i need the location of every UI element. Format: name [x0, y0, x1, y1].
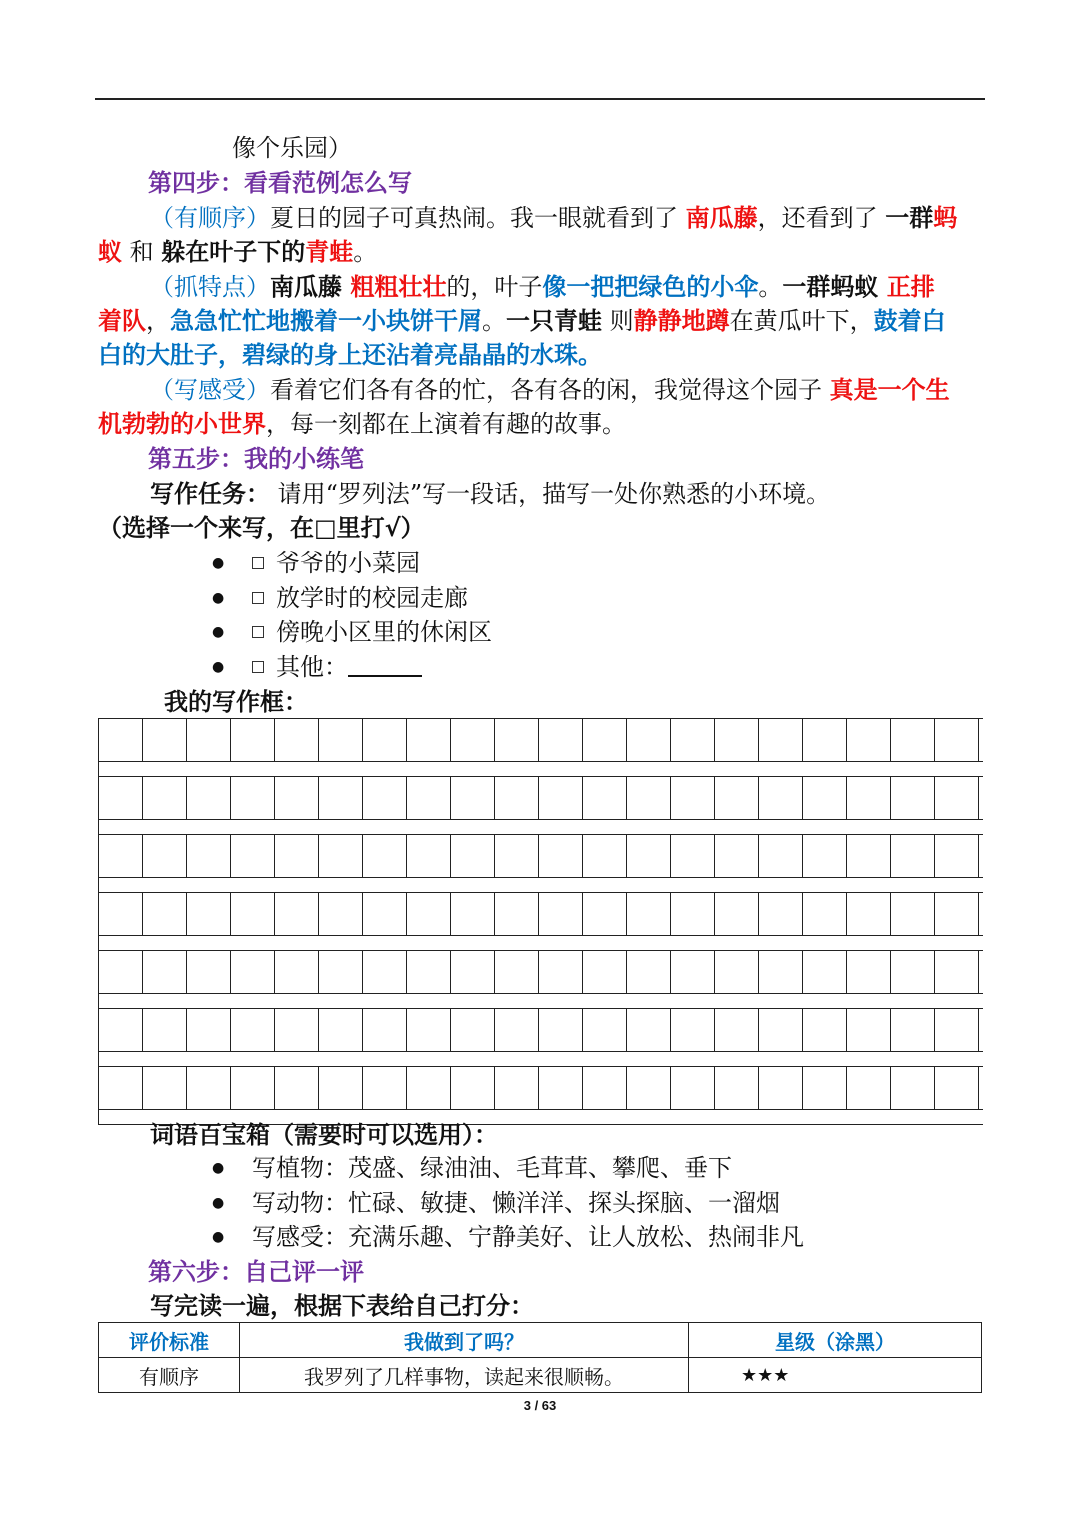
checkbox-icon[interactable]: [252, 557, 264, 569]
writing-frame-label: 我的写作框：: [164, 688, 308, 716]
checkbox-icon[interactable]: [252, 592, 264, 604]
grid-cell[interactable]: [891, 1009, 935, 1051]
bullet-icon: ●: [212, 1195, 225, 1211]
grid-cell[interactable]: [935, 951, 979, 993]
grid-cell[interactable]: [275, 1009, 319, 1051]
evaluation-table: [98, 1322, 982, 1393]
grid-cell[interactable]: [231, 835, 275, 877]
grid-cell[interactable]: [99, 951, 143, 993]
grid-cell[interactable]: [891, 951, 935, 993]
grid-cell[interactable]: [715, 777, 759, 819]
grid-cell[interactable]: [583, 1067, 627, 1109]
table-cell: 我罗列了几样事物，读起来很顺畅。: [240, 1358, 689, 1393]
grid-cell[interactable]: [319, 951, 363, 993]
grid-cell[interactable]: [451, 1009, 495, 1051]
grid-cell[interactable]: [143, 835, 187, 877]
grid-row: [99, 951, 983, 994]
grid-gap: [99, 1052, 983, 1067]
grid-cell[interactable]: [759, 1009, 803, 1051]
grid-cell[interactable]: [495, 893, 539, 935]
grid-cell[interactable]: [803, 719, 847, 761]
grid-cell[interactable]: [715, 1009, 759, 1051]
grid-cell[interactable]: [539, 719, 583, 761]
grid-cell[interactable]: [539, 1009, 583, 1051]
grid-cell[interactable]: [451, 719, 495, 761]
grid-cell[interactable]: [407, 777, 451, 819]
star-rating[interactable]: ★★★: [689, 1358, 982, 1393]
grid-cell[interactable]: [187, 893, 231, 935]
grid-cell[interactable]: [275, 951, 319, 993]
grid-cell[interactable]: [231, 1067, 275, 1109]
checkbox-icon[interactable]: [252, 661, 264, 673]
grid-cell[interactable]: [539, 951, 583, 993]
grid-cell[interactable]: [363, 1009, 407, 1051]
grid-cell[interactable]: [319, 893, 363, 935]
tag-order: （有顺序）: [150, 204, 270, 232]
grid-gap: [99, 936, 983, 951]
grid-cell[interactable]: [407, 1009, 451, 1051]
grid-cell[interactable]: [715, 951, 759, 993]
page-number: 3 / 63: [523, 1398, 557, 1413]
grid-cell[interactable]: [583, 893, 627, 935]
intro-line: 像个乐园）: [232, 134, 352, 162]
grid-cell[interactable]: [671, 1067, 715, 1109]
other-blank-field[interactable]: [348, 653, 422, 677]
grid-cell[interactable]: [539, 835, 583, 877]
example-paragraph-3: （写感受）看着它们各有各的忙，各有各的闲，我觉得这个园子 真是一个生: [150, 376, 950, 404]
grid-cell[interactable]: [671, 951, 715, 993]
word-item-plants: 写植物：茂盛、绿油油、毛茸茸、攀爬、垂下: [252, 1154, 732, 1182]
grid-cell[interactable]: [715, 893, 759, 935]
grid-cell[interactable]: [803, 835, 847, 877]
grid-row: [99, 719, 983, 762]
self-eval-instruction: 写完读一遍，根据下表给自己打分：: [150, 1292, 534, 1320]
grid-cell[interactable]: [759, 777, 803, 819]
tag-features: （抓特点）: [150, 273, 270, 301]
table-row: [99, 1358, 982, 1393]
grid-cell[interactable]: [627, 777, 671, 819]
grid-cell[interactable]: [363, 1067, 407, 1109]
grid-cell[interactable]: [715, 719, 759, 761]
grid-cell[interactable]: [627, 1067, 671, 1109]
grid-cell[interactable]: [275, 893, 319, 935]
grid-cell[interactable]: [803, 777, 847, 819]
grid-gap: [99, 762, 983, 777]
grid-cell[interactable]: [495, 951, 539, 993]
grid-cell[interactable]: [539, 1067, 583, 1109]
grid-cell[interactable]: [539, 777, 583, 819]
example-paragraph-2-cont: 着队，急急忙忙地搬着一小块饼干屑。一只青蛙 则静静地蹲在黄瓜叶下，鼓着白: [98, 307, 946, 335]
grid-cell[interactable]: [627, 893, 671, 935]
grid-cell[interactable]: [407, 719, 451, 761]
grid-cell[interactable]: [671, 719, 715, 761]
grid-row: [99, 1067, 983, 1110]
grid-cell[interactable]: [891, 719, 935, 761]
grid-cell[interactable]: [451, 777, 495, 819]
grid-cell[interactable]: [847, 893, 891, 935]
tag-feeling: （写感受）: [150, 376, 270, 404]
grid-cell[interactable]: [583, 777, 627, 819]
grid-cell[interactable]: [935, 1009, 979, 1051]
checkbox-icon[interactable]: [252, 626, 264, 638]
writing-grid[interactable]: [98, 718, 983, 1125]
grid-cell[interactable]: [143, 893, 187, 935]
grid-cell[interactable]: [363, 719, 407, 761]
grid-cell[interactable]: [495, 1009, 539, 1051]
grid-cell[interactable]: [583, 1009, 627, 1051]
option-3[interactable]: 傍晚小区里的休闲区: [0, 615, 1080, 649]
grid-cell[interactable]: [231, 893, 275, 935]
grid-cell[interactable]: [891, 1067, 935, 1109]
grid-cell[interactable]: [847, 719, 891, 761]
grid-cell[interactable]: [627, 951, 671, 993]
grid-cell[interactable]: [187, 719, 231, 761]
grid-cell[interactable]: [275, 835, 319, 877]
grid-cell[interactable]: [847, 835, 891, 877]
grid-cell[interactable]: [275, 719, 319, 761]
grid-cell[interactable]: [715, 1067, 759, 1109]
grid-cell[interactable]: [363, 777, 407, 819]
grid-cell[interactable]: [319, 835, 363, 877]
grid-cell[interactable]: [627, 835, 671, 877]
grid-cell[interactable]: [847, 1067, 891, 1109]
grid-cell[interactable]: [671, 893, 715, 935]
grid-cell[interactable]: [363, 893, 407, 935]
grid-row: [99, 1009, 983, 1052]
step6-title: 第六步：自己评一评: [148, 1258, 364, 1286]
grid-cell[interactable]: [935, 835, 979, 877]
grid-cell[interactable]: [99, 719, 143, 761]
grid-cell[interactable]: [187, 777, 231, 819]
choose-instruction: （选择一个来写，在□里打√）: [98, 514, 425, 542]
grid-cell[interactable]: [143, 1009, 187, 1051]
grid-cell[interactable]: [451, 893, 495, 935]
grid-cell[interactable]: [759, 951, 803, 993]
example-paragraph-2: （抓特点）南瓜藤 粗粗壮壮的，叶子像一把把绿色的小伞。一群蚂蚁 正排: [150, 273, 935, 301]
grid-cell[interactable]: [803, 951, 847, 993]
word-box-title: 词语百宝箱（需要时可以选用）：: [150, 1121, 498, 1149]
grid-cell[interactable]: [891, 835, 935, 877]
grid-cell[interactable]: [495, 835, 539, 877]
grid-cell[interactable]: [319, 1067, 363, 1109]
grid-cell[interactable]: [759, 719, 803, 761]
grid-cell[interactable]: [99, 1009, 143, 1051]
grid-cell[interactable]: [99, 893, 143, 935]
grid-cell[interactable]: [363, 835, 407, 877]
option-4[interactable]: 其他：: [0, 650, 1080, 684]
grid-row: [99, 835, 983, 878]
grid-cell[interactable]: [759, 835, 803, 877]
grid-row: [99, 893, 983, 936]
grid-gap: [99, 878, 983, 893]
grid-cell[interactable]: [495, 777, 539, 819]
grid-cell[interactable]: [187, 835, 231, 877]
highlight-frog: 青蛙: [305, 238, 354, 266]
word-item-animals: 写动物：忙碌、敏捷、懒洋洋、探头探脑、一溜烟: [252, 1189, 780, 1217]
grid-cell[interactable]: [319, 719, 363, 761]
grid-cell[interactable]: [99, 835, 143, 877]
grid-cell[interactable]: [891, 893, 935, 935]
grid-cell[interactable]: [495, 1067, 539, 1109]
table-cell: 有顺序: [99, 1358, 240, 1393]
grid-cell[interactable]: [627, 719, 671, 761]
grid-cell[interactable]: [803, 893, 847, 935]
grid-cell[interactable]: [187, 1009, 231, 1051]
grid-cell[interactable]: [583, 719, 627, 761]
grid-cell[interactable]: [407, 1067, 451, 1109]
step4-title: 第四步：看看范例怎么写: [148, 169, 412, 197]
step5-title: 第五步：我的小练笔: [148, 445, 364, 473]
header-rule: [95, 98, 985, 100]
word-item-feelings: 写感受：充满乐趣、宁静美好、让人放松、热闹非凡: [252, 1223, 804, 1251]
grid-cell[interactable]: [847, 777, 891, 819]
grid-cell[interactable]: [539, 893, 583, 935]
grid-cell[interactable]: [759, 1067, 803, 1109]
grid-row: [99, 777, 983, 820]
grid-gap: [99, 994, 983, 1009]
grid-cell[interactable]: [231, 1009, 275, 1051]
bullet-icon: ●: [212, 624, 225, 640]
grid-cell[interactable]: [891, 777, 935, 819]
grid-cell[interactable]: [451, 951, 495, 993]
grid-cell[interactable]: [275, 777, 319, 819]
table-header-row: [99, 1323, 982, 1358]
grid-cell[interactable]: [451, 835, 495, 877]
example-paragraph-3-cont: 机勃勃的小世界，每一刻都在上演着有趣的故事。: [98, 410, 626, 438]
grid-cell[interactable]: [495, 719, 539, 761]
grid-cell[interactable]: [847, 951, 891, 993]
grid-cell[interactable]: [671, 835, 715, 877]
highlight-pumpkin-vine: 南瓜藤: [685, 204, 758, 232]
table-header: 评价标准: [99, 1323, 240, 1358]
grid-cell[interactable]: [363, 951, 407, 993]
grid-cell[interactable]: [143, 777, 187, 819]
bullet-icon: ●: [212, 1229, 225, 1245]
table-header: 星级（涂黑）: [689, 1323, 982, 1358]
grid-cell[interactable]: [231, 777, 275, 819]
grid-cell[interactable]: [319, 777, 363, 819]
grid-cell[interactable]: [143, 951, 187, 993]
grid-cell[interactable]: [319, 1009, 363, 1051]
grid-cell[interactable]: [671, 777, 715, 819]
bullet-icon: ●: [212, 590, 225, 606]
grid-cell[interactable]: [847, 1009, 891, 1051]
grid-cell[interactable]: [935, 1067, 979, 1109]
grid-cell[interactable]: [143, 1067, 187, 1109]
example-paragraph-1: （有顺序）夏日的园子可真热闹。我一眼就看到了 南瓜藤，还看到了 一群蚂: [150, 204, 958, 232]
grid-cell[interactable]: [231, 719, 275, 761]
bullet-icon: ●: [212, 659, 225, 675]
grid-cell[interactable]: [275, 1067, 319, 1109]
grid-cell[interactable]: [99, 777, 143, 819]
bullet-icon: ●: [212, 555, 225, 571]
grid-cell[interactable]: [407, 951, 451, 993]
grid-cell[interactable]: [187, 1067, 231, 1109]
grid-cell[interactable]: [627, 1009, 671, 1051]
grid-cell[interactable]: [187, 951, 231, 993]
grid-cell[interactable]: [935, 893, 979, 935]
grid-cell[interactable]: [671, 1009, 715, 1051]
grid-cell[interactable]: [759, 893, 803, 935]
table-header: 我做到了吗？: [240, 1323, 689, 1358]
writing-task: 写作任务： 请用“罗列法”写一段话，描写一处你熟悉的小环境。: [150, 480, 831, 508]
grid-cell[interactable]: [407, 835, 451, 877]
grid-cell[interactable]: [143, 719, 187, 761]
grid-cell[interactable]: [451, 1067, 495, 1109]
option-1[interactable]: 爷爷的小菜园: [0, 546, 1080, 580]
grid-cell[interactable]: [231, 951, 275, 993]
bullet-icon: ●: [212, 1160, 225, 1176]
grid-cell[interactable]: [935, 777, 979, 819]
grid-cell[interactable]: [715, 835, 759, 877]
grid-cell[interactable]: [803, 1067, 847, 1109]
grid-cell[interactable]: [935, 719, 979, 761]
option-2[interactable]: 放学时的校园走廊: [0, 581, 1080, 615]
grid-cell[interactable]: [803, 1009, 847, 1051]
example-paragraph-2-cont2: 白的大肚子，碧绿的身上还沾着亮晶晶的水珠。: [98, 341, 602, 369]
example-paragraph-1-cont: 蚁 和 躲在叶子下的青蛙。: [98, 238, 378, 266]
grid-cell[interactable]: [583, 951, 627, 993]
grid-cell[interactable]: [583, 835, 627, 877]
grid-gap: [99, 820, 983, 835]
grid-cell[interactable]: [407, 893, 451, 935]
grid-cell[interactable]: [99, 1067, 143, 1109]
